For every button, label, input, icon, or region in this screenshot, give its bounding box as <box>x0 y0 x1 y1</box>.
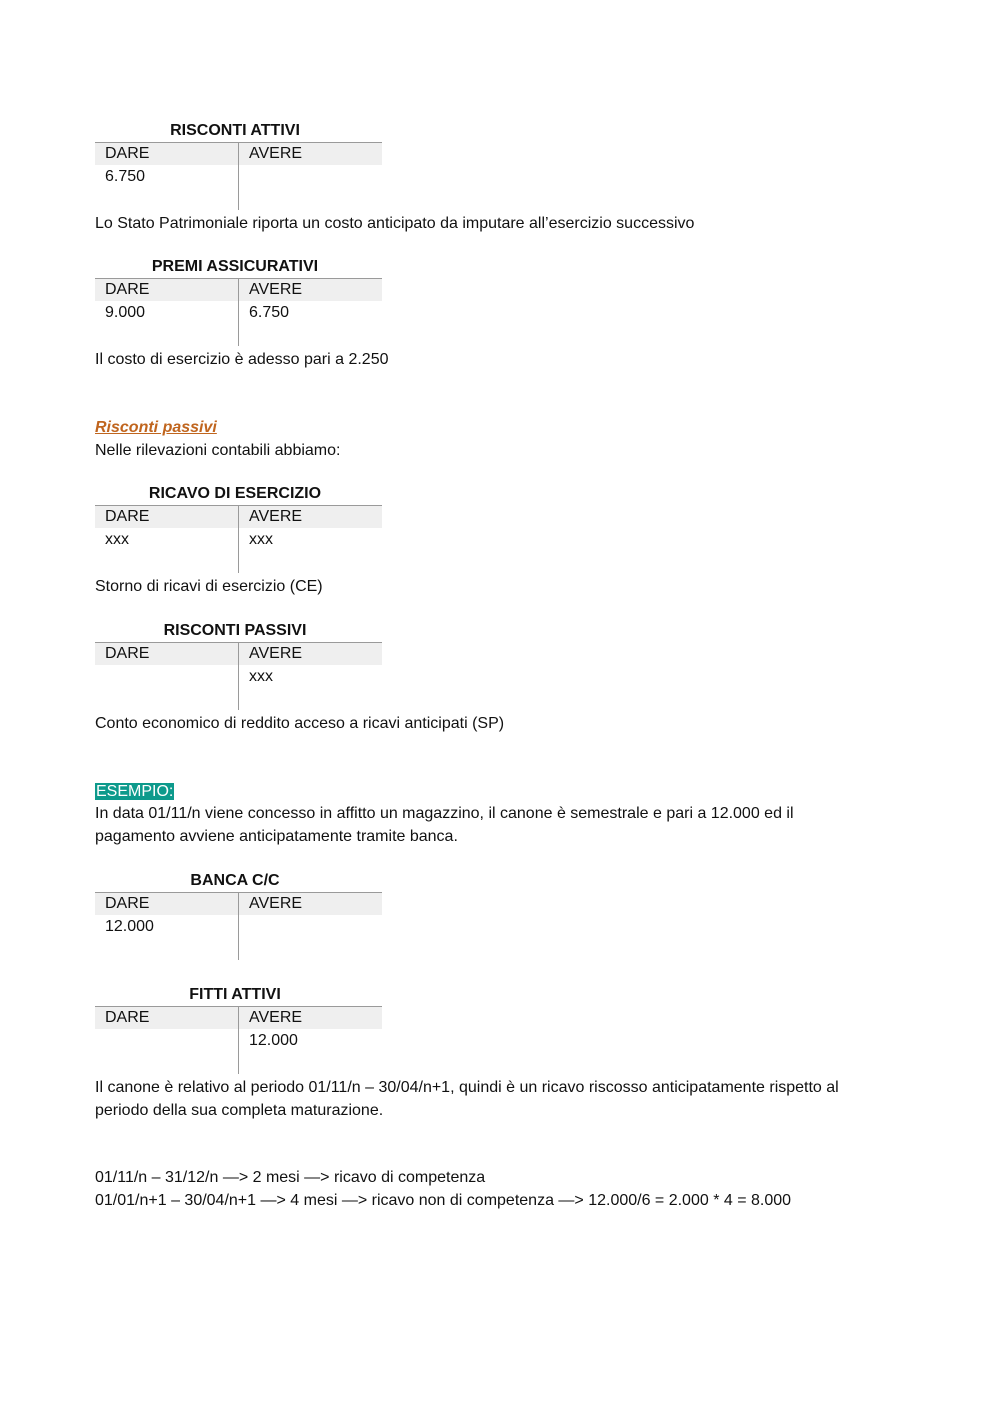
paragraph <box>95 1166 915 1212</box>
avere-value <box>238 915 381 960</box>
t-account-header <box>95 278 382 301</box>
paragraph <box>95 1076 915 1122</box>
avere-value <box>238 165 381 210</box>
t-account-header <box>95 1006 382 1029</box>
avere-value: xxx <box>238 665 381 710</box>
t-account-title: RICAVO DI ESERCIZIO <box>148 485 322 502</box>
dare-value: 6.750 <box>105 168 146 185</box>
paragraph: Il costo di esercizio è adesso pari a 2.250 <box>95 351 389 368</box>
t-account-premi-assicurativi <box>95 256 382 346</box>
t-account-body <box>95 528 382 573</box>
t-account-title: RISCONTI ATTIVI <box>170 122 300 139</box>
avere-value: xxx <box>238 528 381 573</box>
dare-value: xxx <box>105 531 129 548</box>
avere-label: AVERE <box>238 279 381 301</box>
avere-label: AVERE <box>238 506 381 528</box>
avere-label: AVERE <box>238 893 381 915</box>
paragraph-line: 01/11/n – 31/12/n —> 2 mesi —> ricavo di competenza <box>95 1169 486 1186</box>
dare-label: DARE <box>105 145 150 162</box>
example-heading-wrapper <box>95 780 915 803</box>
paragraph: Nelle rilevazioni contabili abbiamo: <box>95 442 341 459</box>
t-account-risconti-passivi <box>95 620 382 710</box>
t-account-title: RISCONTI PASSIVI <box>163 622 307 639</box>
dare-value <box>95 1029 238 1074</box>
paragraph-line: Il canone è relativo al periodo 01/11/n – 30/04/n+1, quindi è un ricavo riscosso anticipatamente rispetto al <box>95 1079 839 1096</box>
dare-label: DARE <box>105 895 150 912</box>
t-account-body <box>95 665 382 710</box>
example-label: ESEMPIO: <box>96 783 174 800</box>
dare-label: DARE <box>105 508 150 525</box>
t-account-title: PREMI ASSICURATIVI <box>151 258 319 275</box>
paragraph: Conto economico di reddito acceso a ricavi anticipati (SP) <box>95 715 505 732</box>
t-account-body <box>95 1029 382 1074</box>
paragraph <box>95 802 915 848</box>
avere-value: 6.750 <box>238 301 381 346</box>
t-account-body <box>95 301 382 346</box>
paragraph-line: 01/01/n+1 – 30/04/n+1 —> 4 mesi —> ricavo non di competenza —> 12.000/6 = 2.000 * 4 = 8.000 <box>95 1192 792 1209</box>
t-account-title: FITTI ATTIVI <box>189 986 281 1003</box>
t-account-body <box>95 165 382 210</box>
section-title: Risconti passivi <box>95 419 217 436</box>
paragraph-line: In data 01/11/n viene concesso in affitto un magazzino, il canone è semestrale e pari a 12.000 ed il <box>95 805 794 822</box>
avere-value: 12.000 <box>238 1029 381 1074</box>
t-account-risconti-attivi <box>95 120 382 210</box>
dare-label: DARE <box>105 645 150 662</box>
section-heading-wrapper <box>95 416 915 439</box>
avere-label: AVERE <box>238 643 381 665</box>
dare-value: 9.000 <box>105 304 146 321</box>
t-account-header <box>95 505 382 528</box>
t-account-fitti-attivi <box>95 984 382 1074</box>
t-account-body <box>95 915 382 960</box>
dare-value <box>95 665 238 710</box>
t-account-header <box>95 142 382 165</box>
avere-label: AVERE <box>238 143 381 165</box>
t-account-header <box>95 892 382 915</box>
t-account-title: BANCA C/C <box>190 872 280 889</box>
t-account-ricavo-di-esercizio <box>95 483 382 573</box>
dare-value: 12.000 <box>105 918 154 935</box>
paragraph-line: periodo della sua completa maturazione. <box>95 1102 384 1119</box>
paragraph: Storno di ricavi di esercizio (CE) <box>95 578 323 595</box>
paragraph-line: pagamento avviene anticipatamente tramite banca. <box>95 828 458 845</box>
dare-label: DARE <box>105 281 150 298</box>
paragraph: Lo Stato Patrimoniale riporta un costo anticipato da imputare all’esercizio successivo <box>95 215 695 232</box>
t-account-banca-cc <box>95 870 382 960</box>
t-account-header <box>95 642 382 665</box>
dare-label: DARE <box>105 1009 150 1026</box>
avere-label: AVERE <box>238 1007 381 1029</box>
